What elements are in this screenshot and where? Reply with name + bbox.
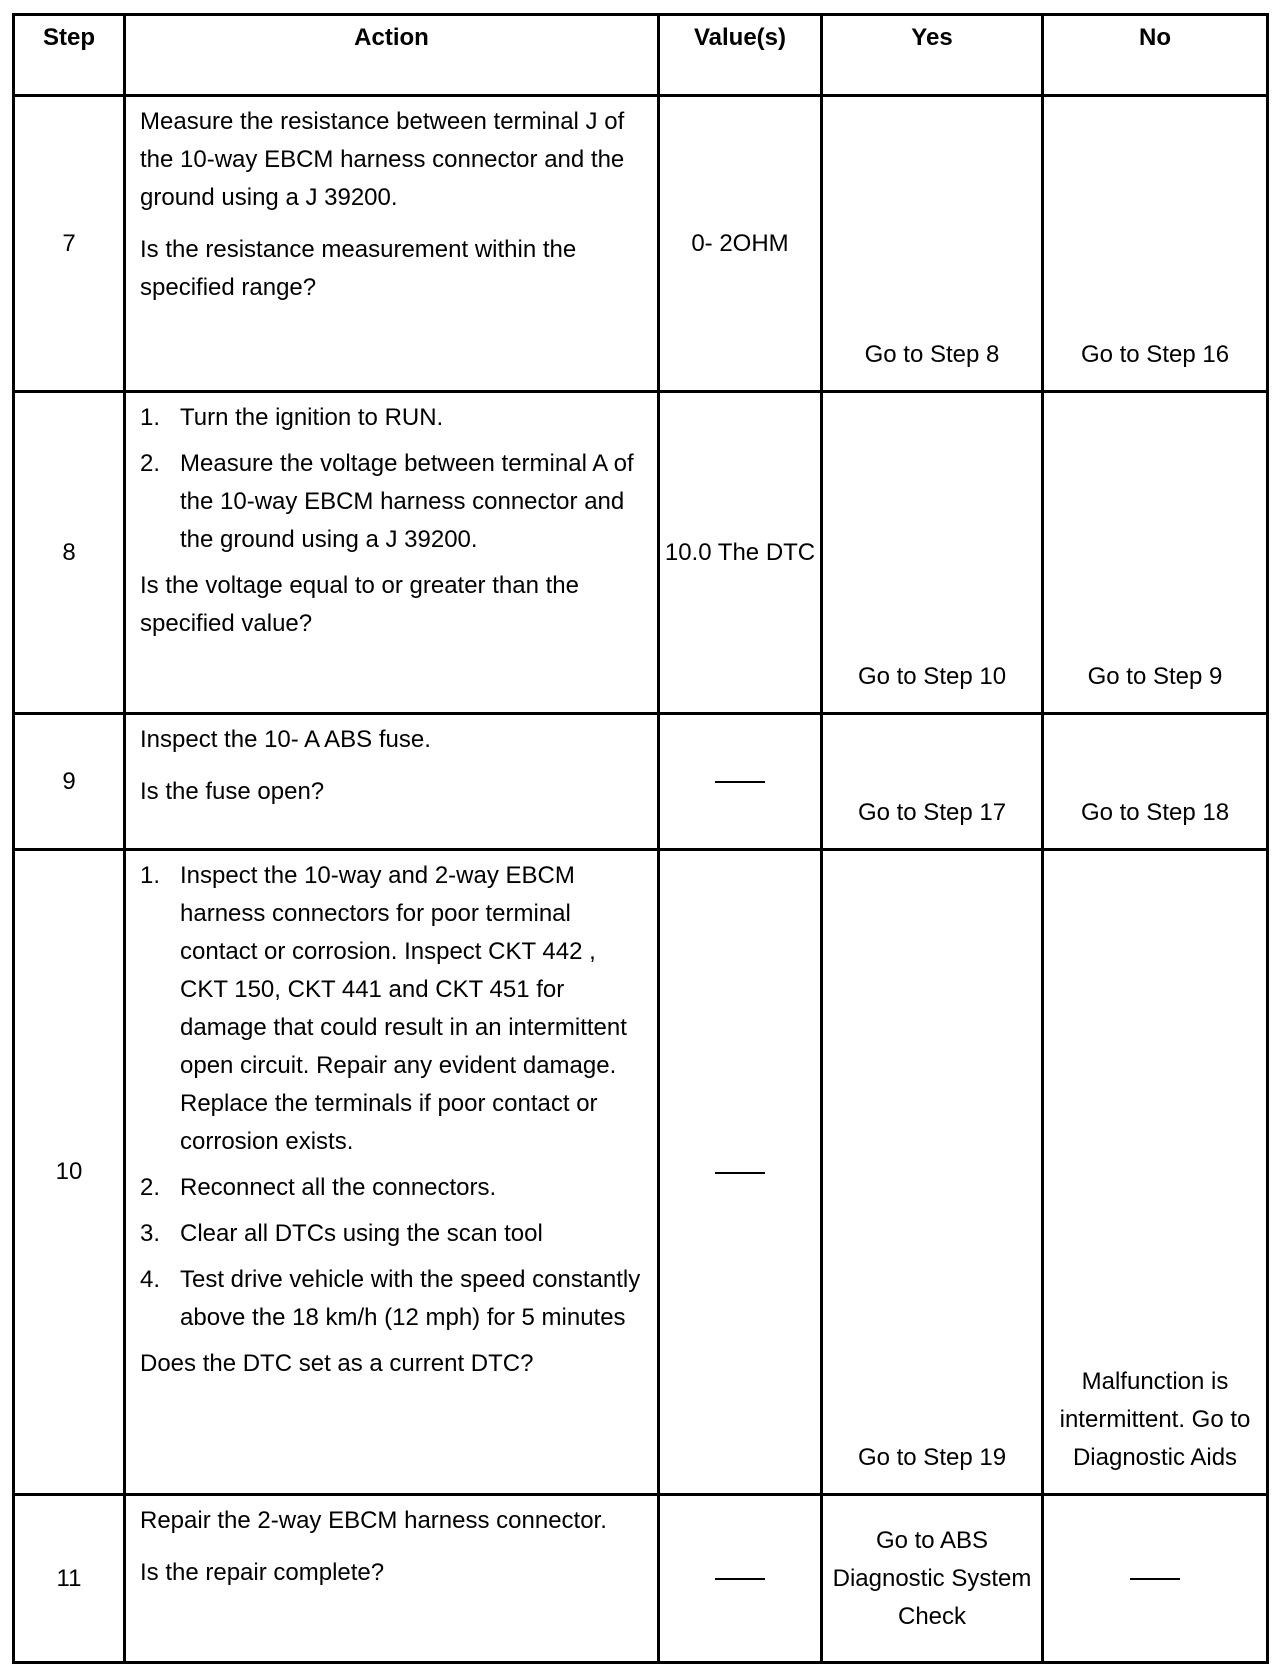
value-cell bbox=[659, 714, 822, 850]
item-text: Inspect the 10-way and 2-way EBCM harness connectors for poor terminal contact or corrosion. Inspect CKT 442 , CKT 150, CKT 441 and CKT 451 for damage that could result in an intermittent open circuit. Repair any evident damage. Replace the terminals if poor contact or corrosion exists. bbox=[180, 862, 627, 1155]
empty-dash bbox=[715, 1172, 765, 1174]
action-text: Inspect the 10- A ABS fuse. bbox=[140, 726, 431, 753]
list-item bbox=[140, 399, 643, 437]
item-number: 2. bbox=[140, 450, 161, 477]
list-item bbox=[140, 1261, 643, 1337]
step-number: 7 bbox=[14, 96, 125, 392]
action-cell bbox=[125, 714, 659, 850]
value-cell bbox=[659, 850, 822, 1495]
table-row bbox=[14, 714, 1268, 850]
action-question: Is the voltage equal to or greater than the specified value? bbox=[140, 572, 579, 637]
no-cell: Go to Step 18 bbox=[1043, 714, 1268, 850]
action-cell bbox=[125, 392, 659, 714]
header-action: Action bbox=[125, 15, 659, 96]
header-yes: Yes bbox=[822, 15, 1043, 96]
action-list bbox=[140, 399, 643, 559]
empty-dash bbox=[715, 1578, 765, 1580]
table-row bbox=[14, 96, 1268, 392]
action-cell bbox=[125, 1495, 659, 1663]
item-number: 2. bbox=[140, 1174, 161, 1201]
list-item bbox=[140, 1215, 643, 1253]
header-no: No bbox=[1043, 15, 1268, 96]
table-row bbox=[14, 850, 1268, 1495]
step-number: 11 bbox=[14, 1495, 125, 1663]
action-question: Is the repair complete? bbox=[140, 1559, 385, 1586]
table-row bbox=[14, 392, 1268, 714]
header-step: Step bbox=[14, 15, 125, 96]
item-text: Reconnect all the connectors. bbox=[180, 1174, 497, 1201]
action-cell bbox=[125, 96, 659, 392]
item-number: 4. bbox=[140, 1266, 161, 1293]
item-text: Test drive vehicle with the speed constantly above the 18 km/h (12 mph) for 5 minutes bbox=[180, 1266, 641, 1331]
list-item bbox=[140, 857, 643, 1161]
value-cell: 0- 2OHM bbox=[659, 96, 822, 392]
step-number: 10 bbox=[14, 850, 125, 1495]
item-text: Measure the voltage between terminal A of the 10-way EBCM harness connector and the ground using a J 39200. bbox=[180, 450, 634, 553]
diagnostic-table bbox=[12, 13, 1269, 1664]
value-cell bbox=[659, 1495, 822, 1663]
yes-cell: Go to Step 19 bbox=[822, 850, 1043, 1495]
yes-cell: Go to Step 10 bbox=[822, 392, 1043, 714]
action-text: Measure the resistance between terminal J of the 10-way EBCM harness connector and the ground using a J 39200. bbox=[140, 108, 625, 211]
no-cell bbox=[1043, 1495, 1268, 1663]
action-question: Does the DTC set as a current DTC? bbox=[140, 1350, 534, 1377]
header-values: Value(s) bbox=[659, 15, 822, 96]
no-cell: Malfunction is intermittent. Go to Diagnostic Aids bbox=[1043, 850, 1268, 1495]
action-cell bbox=[125, 850, 659, 1495]
empty-dash bbox=[1130, 1578, 1180, 1580]
yes-cell: Go to Step 8 bbox=[822, 96, 1043, 392]
item-number: 1. bbox=[140, 862, 161, 889]
item-number: 3. bbox=[140, 1220, 161, 1247]
list-item bbox=[140, 1169, 643, 1207]
header-row bbox=[14, 15, 1268, 96]
table-row bbox=[14, 1495, 1268, 1663]
action-text: Repair the 2-way EBCM harness connector. bbox=[140, 1507, 607, 1534]
value-cell: 10.0 The DTC bbox=[659, 392, 822, 714]
empty-dash bbox=[715, 781, 765, 783]
item-number: 1. bbox=[140, 404, 161, 431]
list-item bbox=[140, 445, 643, 559]
item-text: Turn the ignition to RUN. bbox=[180, 404, 444, 431]
step-number: 9 bbox=[14, 714, 125, 850]
yes-cell: Go to ABS Diagnostic System Check bbox=[822, 1495, 1043, 1663]
action-question: Is the fuse open? bbox=[140, 778, 325, 805]
action-question: Is the resistance measurement within the specified range? bbox=[140, 236, 577, 301]
action-list bbox=[140, 857, 643, 1337]
no-cell: Go to Step 9 bbox=[1043, 392, 1268, 714]
yes-cell: Go to Step 17 bbox=[822, 714, 1043, 850]
step-number: 8 bbox=[14, 392, 125, 714]
item-text: Clear all DTCs using the scan tool bbox=[180, 1220, 543, 1247]
no-cell: Go to Step 16 bbox=[1043, 96, 1268, 392]
